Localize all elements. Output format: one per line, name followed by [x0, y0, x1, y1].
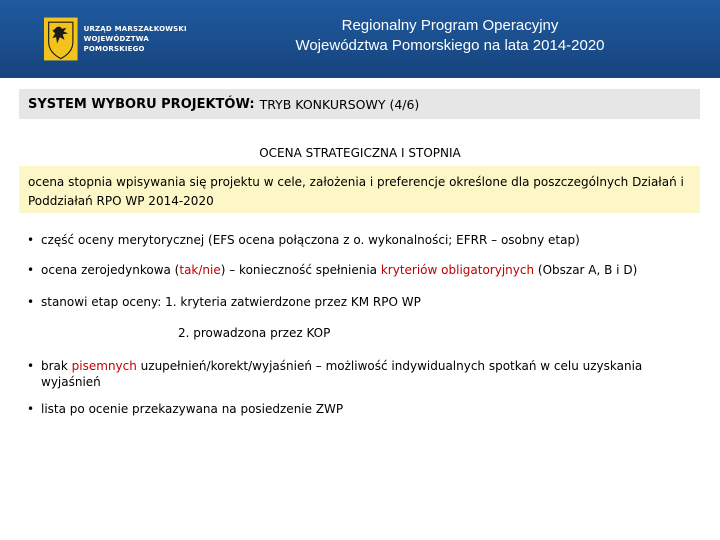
- coat-of-arms-icon: [44, 16, 78, 62]
- bullet-text: lista po ocenie przekazywana na posiedzenie ZWP: [41, 402, 344, 416]
- list-item-continuation: 2. prowadzona przez KOP: [178, 326, 331, 340]
- bullet-dot: •: [27, 263, 35, 277]
- bullet-dot: •: [27, 233, 35, 247]
- page-title: [230, 16, 670, 56]
- bullet-text: część oceny merytorycznej (EFS ocena połączona z o. wykonalności; EFRR – osobny etap): [41, 233, 580, 247]
- header-bar: [0, 0, 720, 78]
- system-bar: [19, 89, 700, 119]
- section-title: OCENA STRATEGICZNA I STOPNIA: [259, 146, 461, 160]
- bullet-text: [41, 262, 637, 278]
- text-segment: brak: [41, 359, 72, 373]
- text-segment: ocena zerojedynkowa (: [41, 263, 180, 277]
- system-bar-label: SYSTEM WYBORU PROJEKTÓW:: [28, 96, 255, 112]
- list-item: [27, 358, 692, 390]
- bullet-text: stanowi etap oceny: 1. kryteria zatwierdzone przez KM RPO WP: [41, 295, 421, 309]
- list-item: [27, 232, 580, 248]
- bullet-dot: •: [27, 295, 35, 309]
- emphasis-text: tak/nie: [179, 263, 221, 277]
- logo: [44, 14, 204, 64]
- logo-text-line2: WOJEWÓDZTWA POMORSKIEGO: [83, 35, 149, 53]
- title-line1: Regionalny Program Operacyjny: [341, 17, 559, 34]
- list-item: [27, 262, 637, 278]
- system-bar-mode: TRYB KONKURSOWY (4/6): [259, 96, 420, 112]
- bullet-dot: •: [27, 359, 35, 373]
- title-line2: Województwa Pomorskiego na lata 2014-2020: [295, 37, 605, 54]
- emphasis-text: kryteriów obligatoryjnych: [380, 263, 535, 277]
- emphasis-text: pisemnych: [71, 359, 137, 373]
- logo-text-line1: URZĄD MARSZAŁKOWSKI: [83, 25, 187, 33]
- logo-text: [84, 24, 204, 54]
- text-segment: (Obszar A, B i D): [534, 263, 638, 277]
- bullet-text: [41, 358, 692, 390]
- list-item: [27, 401, 343, 417]
- bullet-dot: •: [27, 402, 35, 416]
- list-item: [27, 294, 421, 310]
- text-segment: uzupełnień/korekt/wyjaśnień – możliwość indywidualnych spotkań w celu uzyskania wyjaśnień: [41, 359, 643, 389]
- highlight-box: ocena stopnia wpisywania się projektu w cele, założenia i preferencje określone dla poszczególnych Działań i Poddziałań RPO WP 2014-2020: [19, 166, 700, 213]
- text-segment: ) – konieczność spełnienia: [220, 263, 381, 277]
